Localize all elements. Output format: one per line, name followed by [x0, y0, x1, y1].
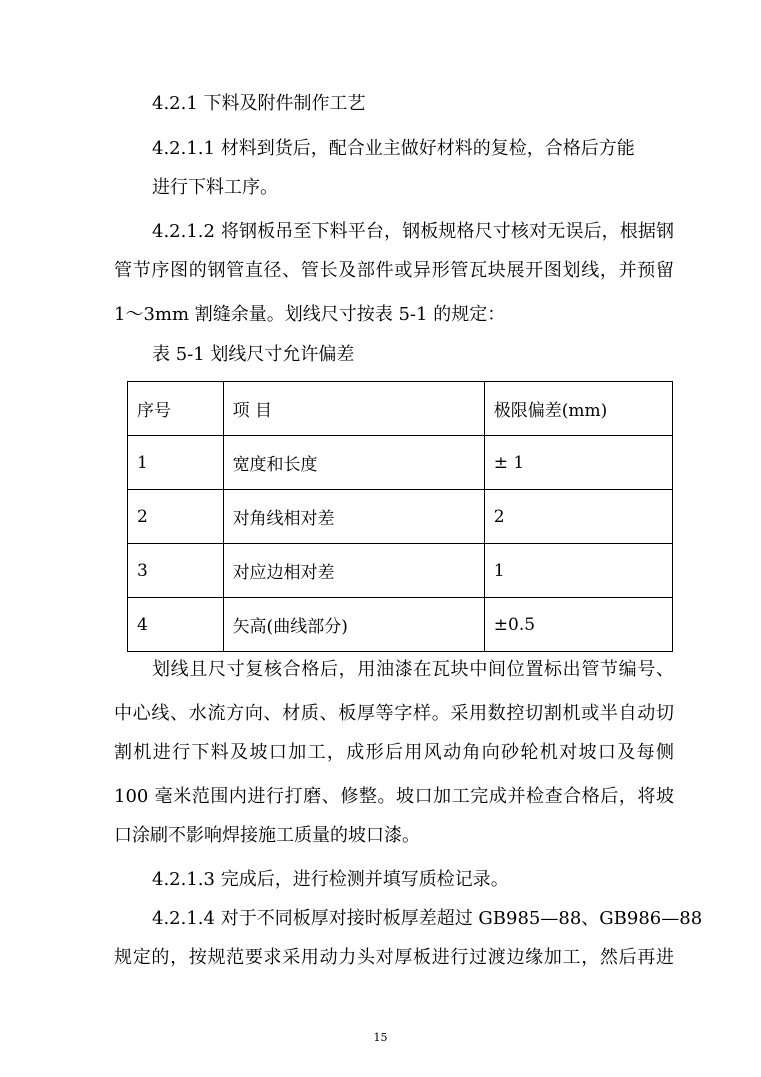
paragraph-4-2-1-3: 4.2.1.3 完成后，进行检测并填写质检记录。	[152, 869, 509, 890]
paragraph-4-2-1-2-line3: 1～3mm 割缝余量。划线尺寸按表 5-1 的规定：	[114, 304, 506, 325]
page-number: 15	[373, 1031, 388, 1044]
paragraph-marking-line4: 100 毫米范围内进行打磨、修整。坡口加工完成并检查合格后，将坡	[114, 786, 674, 807]
table-row	[128, 490, 673, 544]
table-cell: ± 1	[484, 436, 672, 490]
table-row	[128, 436, 673, 490]
table-cell: 对应边相对差	[223, 544, 484, 598]
table-cell: 3	[128, 544, 224, 598]
table-header-cell: 项 目	[223, 382, 484, 436]
table-row	[128, 544, 673, 598]
table-cell: 对角线相对差	[223, 490, 484, 544]
section-heading-4-2-1: 4.2.1 下料及附件制作工艺	[152, 93, 366, 114]
table-row	[128, 598, 673, 652]
paragraph-marking: 划线且尺寸复核合格后，用油漆在瓦块中间位置标出管节编号、	[152, 659, 674, 680]
paragraph-4-2-1-1: 4.2.1.1 材料到货后，配合业主做好材料的复检，合格后方能	[152, 138, 635, 159]
paragraph-marking-line3: 割机进行下料及坡口加工，成形后用风动角向砂轮机对坡口及每侧	[114, 742, 674, 763]
paragraph-marking-line2: 中心线、水流方向、材质、板厚等字样。采用数控切割机或半自动切	[114, 703, 674, 724]
paragraph-4-2-1-2: 4.2.1.2 将钢板吊至下料平台，钢板规格尺寸核对无误后，根据钢	[152, 221, 674, 242]
table-header-cell: 极限偏差(mm)	[484, 382, 672, 436]
paragraph-4-2-1-1-cont: 进行下料工序。	[152, 177, 278, 198]
paragraph-marking-line5: 口涂刷不影响焊接施工质量的坡口漆。	[114, 825, 420, 846]
table-cell: 1	[128, 436, 224, 490]
table-cell: 1	[484, 544, 672, 598]
table-cell: 宽度和长度	[223, 436, 484, 490]
paragraph-4-2-1-4: 4.2.1.4 对于不同板厚对接时板厚差超过 GB985—88、GB986—88	[152, 908, 703, 929]
table-caption: 表 5-1 划线尺寸允许偏差	[152, 344, 355, 365]
table-cell: 矢高(曲线部分)	[223, 598, 484, 652]
table-cell: 4	[128, 598, 224, 652]
tolerance-table	[127, 381, 673, 652]
paragraph-4-2-1-2-line2: 管节序图的钢管直径、管长及部件或异形管瓦块展开图划线，并预留	[114, 260, 674, 281]
table-header-row	[128, 382, 673, 436]
table-header-cell: 序号	[128, 382, 224, 436]
table-cell: ±0.5	[484, 598, 672, 652]
table-cell: 2	[484, 490, 672, 544]
table-cell: 2	[128, 490, 224, 544]
paragraph-4-2-1-4-line2: 规定的，按规范要求采用动力头对厚板进行过渡边缘加工，然后再进	[114, 947, 674, 968]
